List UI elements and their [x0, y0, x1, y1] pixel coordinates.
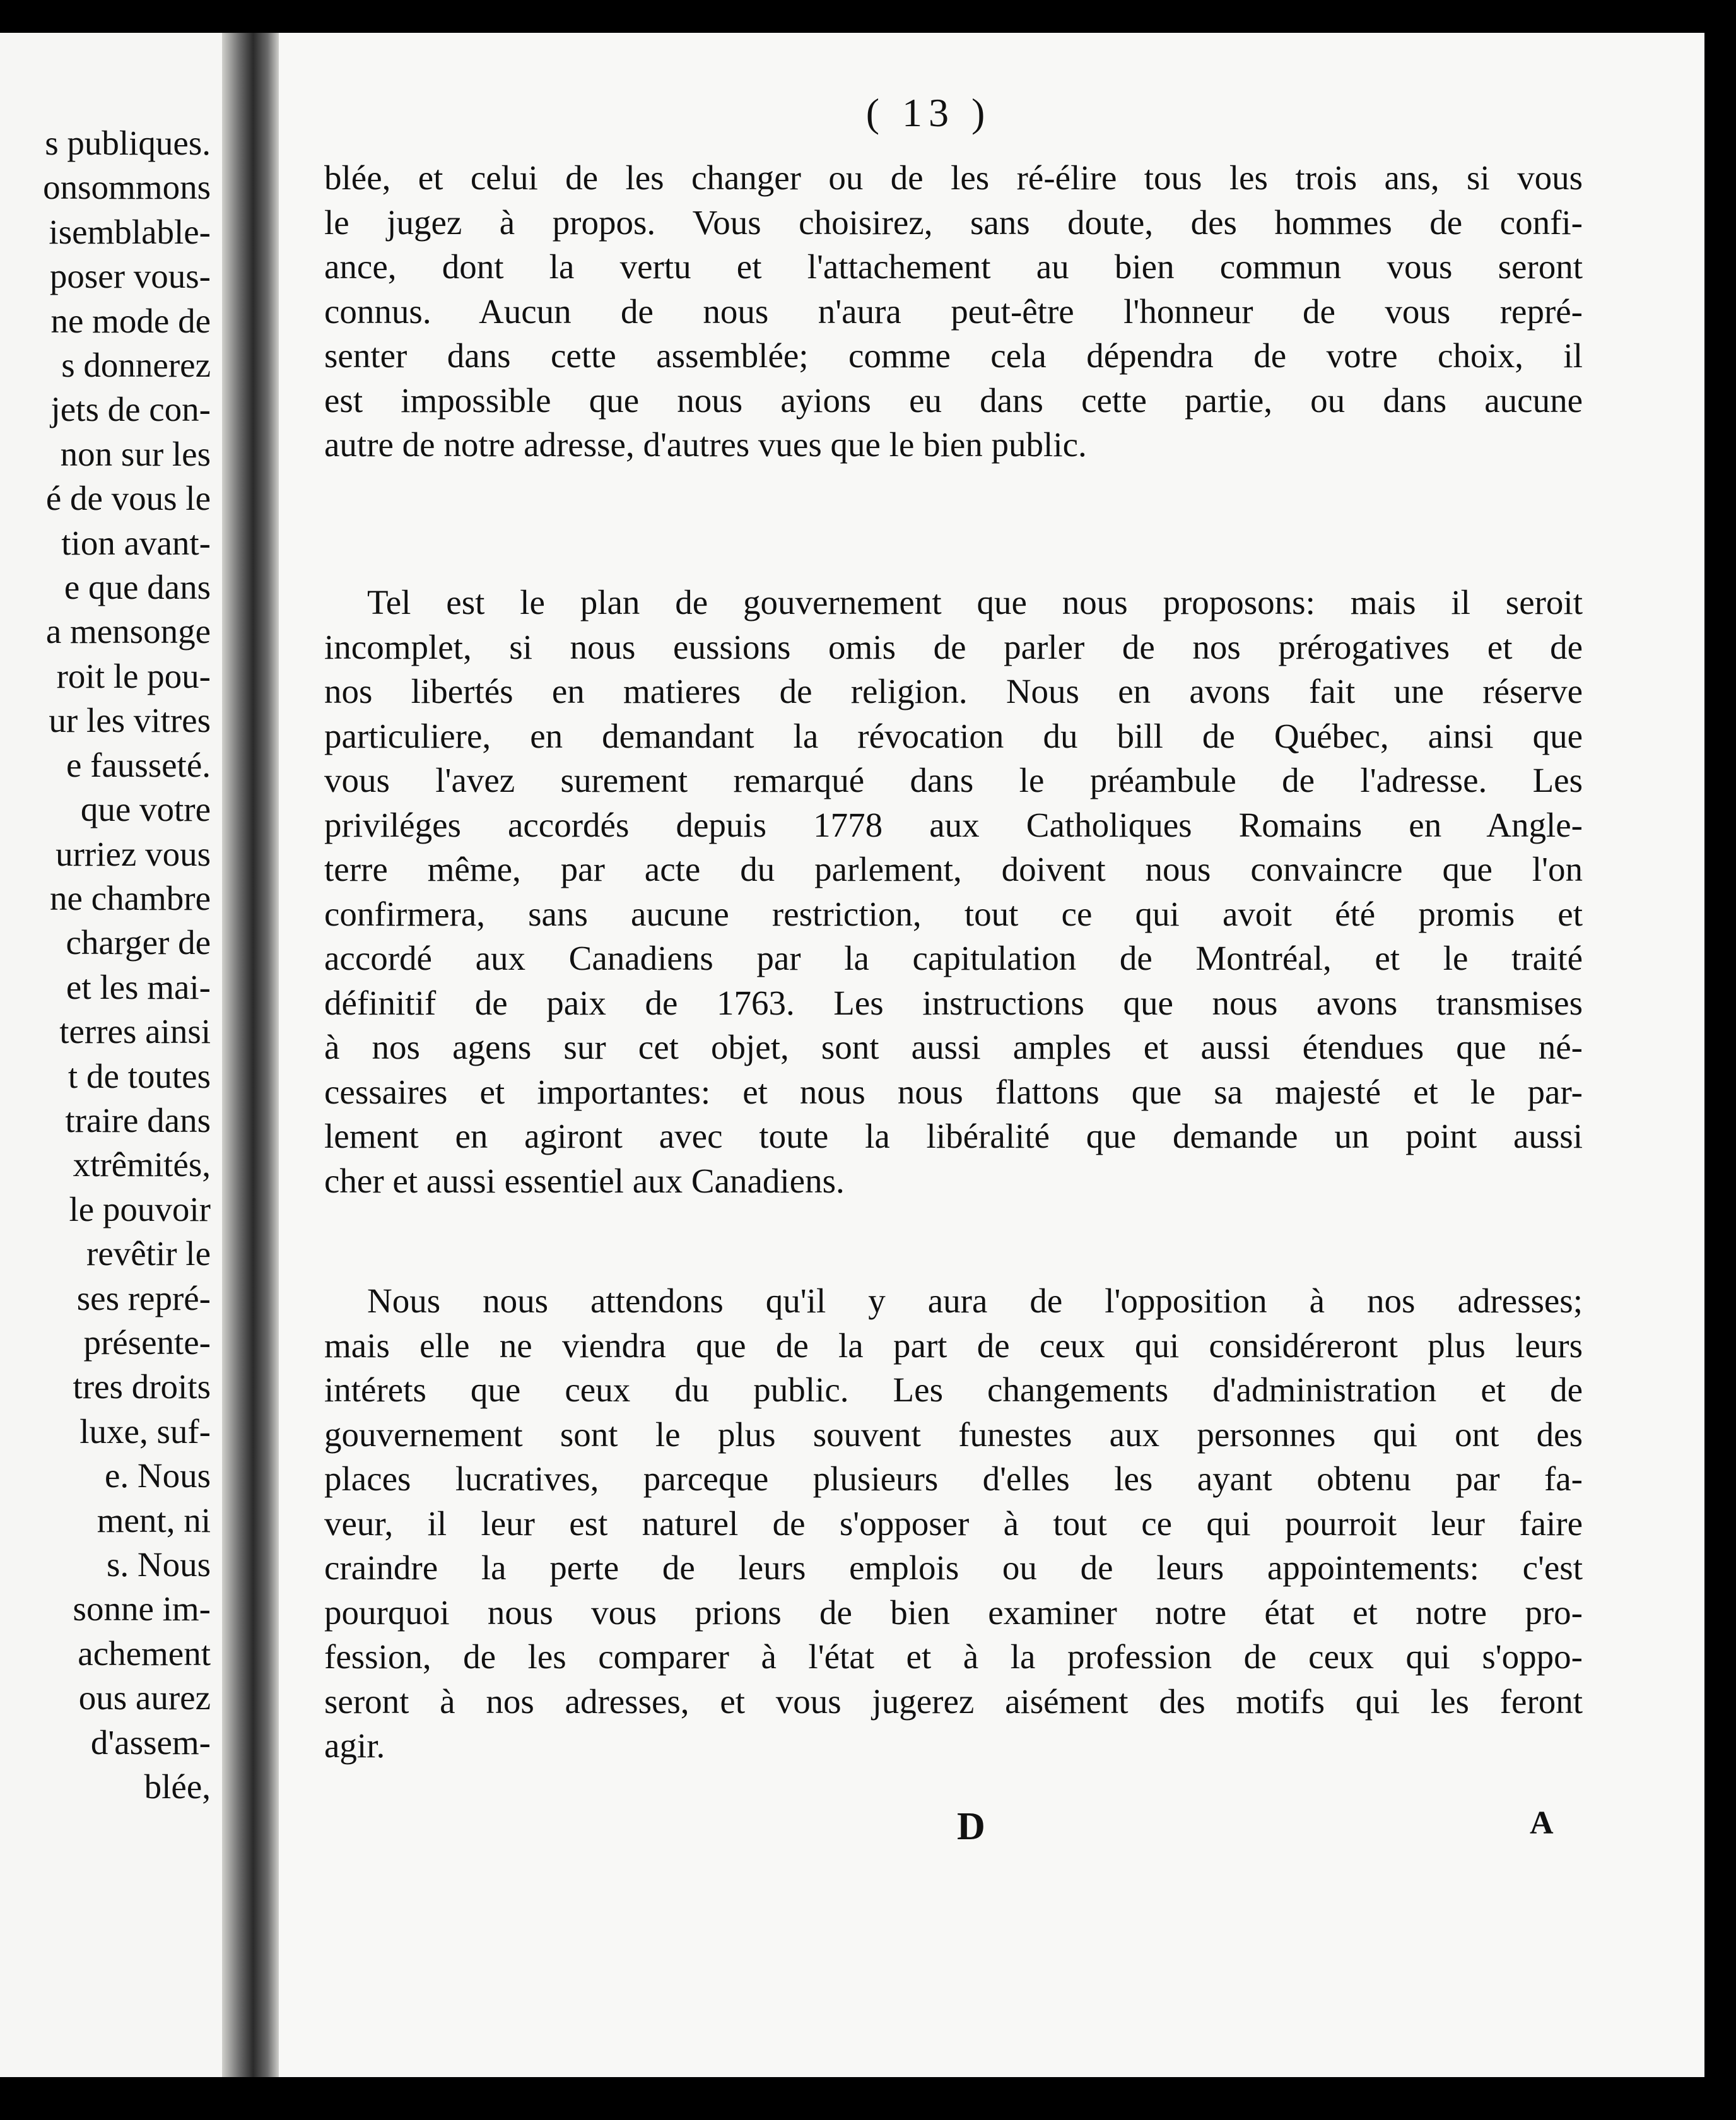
text-line: cher et aussi essentiel aux Canadiens. — [324, 1161, 845, 1200]
text-line: veur, il leur est naturel de s'opposer à tout ce qui pourroit leur faire — [324, 1504, 1583, 1543]
left-page-line: ous aurez — [78, 1678, 211, 1717]
left-page-line: urriez vous — [56, 834, 211, 873]
left-page-line: e. Nous — [104, 1456, 211, 1495]
left-page-line: ne mode de — [50, 301, 211, 340]
text-line: pourquoi nous vous prions de bien examiner notre état et notre pro- — [324, 1593, 1583, 1632]
text-line: senter dans cette assemblée; comme cela dépendra de votre choix, il — [324, 336, 1583, 375]
left-page-line: poser vous- — [49, 257, 211, 296]
text-line: cessaires et importantes: et nous nous flattons que sa majesté et le par- — [324, 1072, 1583, 1111]
left-page-line: roit le pou- — [56, 656, 211, 695]
paragraph-opposition — [324, 1279, 1583, 1769]
page-number: ( 13 ) — [865, 90, 992, 135]
text-line: priviléges accordés depuis 1778 aux Catholiques Romains en Angle- — [324, 805, 1583, 844]
left-page-line: blée, — [144, 1767, 211, 1806]
left-page-line: s. Nous — [106, 1545, 211, 1584]
text-line: le jugez à propos. Vous choisirez, sans doute, des hommes de confi- — [324, 203, 1583, 242]
paragraph-religion — [324, 580, 1583, 1203]
left-page-line: a mensonge — [45, 612, 211, 651]
left-page-line: charger de — [66, 923, 211, 962]
text-line: places lucratives, parceque plusieurs d'elles les ayant obtenu par fa- — [324, 1459, 1583, 1498]
text-line: accordé aux Canadiens par la capitulation de Montréal, et le traité — [324, 939, 1583, 977]
text-line: connus. Aucun de nous n'aura peut-être l'honneur de vous repré- — [324, 292, 1583, 331]
text-line: gouvernement sont le plus souvent funestes aux personnes qui ont des — [324, 1415, 1583, 1454]
left-page-line: é de vous le — [45, 479, 211, 518]
text-line: particuliere, en demandant la révocation du bill de Québec, ainsi que — [324, 716, 1583, 755]
text-line: mais elle ne viendra que de la part de ceux qui considéreront plus leurs — [324, 1326, 1583, 1365]
catchword: A — [1530, 1805, 1554, 1841]
left-page-line: ment, ni — [97, 1500, 211, 1540]
text-line: seront à nos adresses, et vous jugerez aisément des motifs qui les feront — [324, 1681, 1583, 1721]
left-page-line: tres droits — [73, 1367, 211, 1406]
text-line: Tel est le plan de gouvernement que nous proposons: mais il seroit — [367, 583, 1583, 621]
left-page-line: ses repré- — [76, 1278, 211, 1317]
text-line: intérets que ceux du public. Les changements d'administration et de — [324, 1370, 1583, 1409]
left-page-line: e fausseté. — [66, 745, 211, 784]
left-page-line: onsommons — [43, 168, 211, 207]
right-page — [279, 33, 1704, 2077]
left-page-line: d'assem- — [90, 1722, 211, 1762]
text-line: incomplet, si nous eussions omis de parler de nos prérogatives et de — [324, 627, 1583, 666]
left-page-line: jets de con- — [50, 390, 211, 429]
text-line: nos libertés en matieres de religion. Nous en avons fait une réserve — [324, 672, 1583, 710]
paragraph-continuation — [324, 156, 1583, 468]
text-line: Nous nous attendons qu'il y aura de l'opposition à nos adresses; — [367, 1281, 1583, 1320]
left-page-line: non sur les — [60, 434, 211, 473]
left-page-line: s publiques. — [45, 124, 211, 162]
text-line: est impossible que nous ayions eu dans cette partie, ou dans aucune — [324, 380, 1583, 420]
text-line: craindre la perte de leurs emplois ou de leurs appointements: c'est — [324, 1548, 1583, 1587]
left-page-line: que votre — [80, 790, 211, 829]
left-page-line: t de toutes — [67, 1056, 211, 1095]
left-page-line: xtrêmités, — [73, 1145, 211, 1184]
left-page-line: terres ainsi — [59, 1012, 211, 1051]
left-page-line: ne chambre — [50, 878, 211, 917]
left-page-line: s donnerez — [61, 346, 211, 385]
text-line: définitif de paix de 1763. Les instructions que nous avons transmises — [324, 983, 1583, 1022]
text-line: fession, de les comparer à l'état et à la profession de ceux qui s'oppo- — [324, 1637, 1583, 1676]
text-line: agir. — [324, 1726, 385, 1765]
left-page-line: tion avant- — [61, 523, 211, 562]
left-page-line: ur les vitres — [49, 701, 211, 740]
signature-mark: D — [957, 1805, 985, 1848]
left-page-line: sonne im- — [73, 1589, 211, 1628]
book-gutter — [222, 33, 279, 2077]
text-line: lement en agiront avec toute la libéralité que demande un point aussi — [324, 1117, 1583, 1155]
text-line: autre de notre adresse, d'autres vues que le bien public. — [324, 425, 1087, 464]
text-line: blée, et celui de les changer ou de les ré-élire tous les trois ans, si vous — [324, 158, 1583, 197]
left-page-line: traire dans — [65, 1100, 211, 1140]
left-page-fragment — [0, 33, 222, 2077]
left-page-line: et les mai- — [66, 967, 211, 1006]
text-line: terre même, par acte du parlement, doivent nous convaincre que l'on — [324, 850, 1583, 888]
left-page-line: le pouvoir — [69, 1189, 211, 1228]
text-line: à nos agens sur cet objet, sont aussi amples et aussi étendues que né- — [324, 1028, 1583, 1066]
text-line: ance, dont la vertu et l'attachement au bien commun vous seront — [324, 247, 1583, 286]
left-page-line: luxe, suf- — [79, 1411, 211, 1451]
text-line: confirmera, sans aucune restriction, tout ce qui avoit été promis et — [324, 894, 1583, 933]
text-line: vous l'avez surement remarqué dans le préambule de l'adresse. Les — [324, 761, 1583, 799]
left-page-text — [0, 121, 211, 1809]
left-page-line: revêtir le — [86, 1234, 211, 1273]
left-page-line: présente- — [83, 1322, 211, 1362]
left-page-line: e que dans — [64, 568, 211, 607]
left-page-line: achement — [78, 1634, 211, 1673]
left-page-line: isemblable- — [49, 212, 211, 251]
